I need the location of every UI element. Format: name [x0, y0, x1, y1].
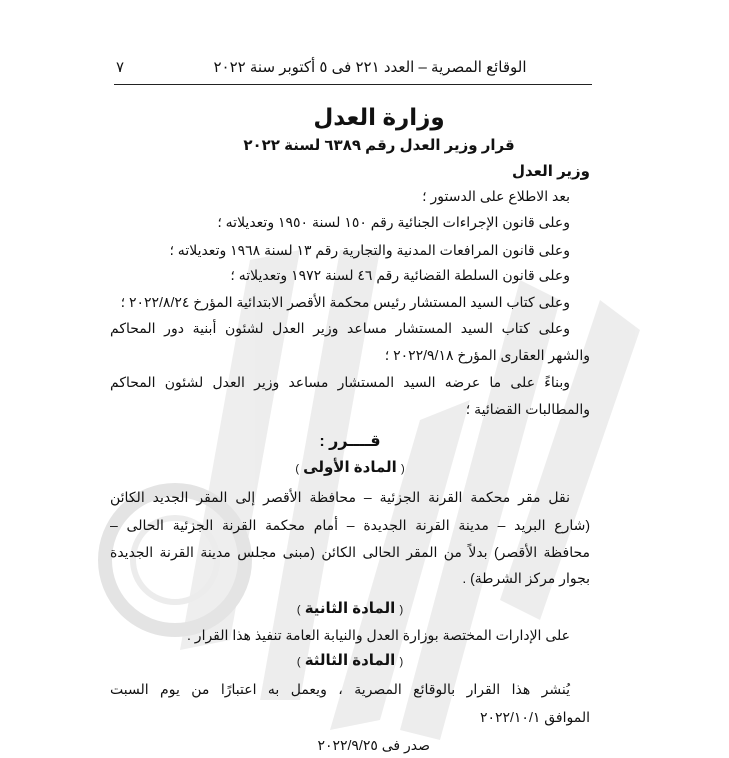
- article-heading-text: المادة الأولى: [303, 459, 397, 476]
- paren: (: [400, 463, 405, 475]
- preamble-line: وعلى كتاب السيد المستشار مساعد وزير العدل لشئون أبنية دور المحاكم: [110, 320, 570, 336]
- paren: ): [296, 656, 301, 668]
- page-number: ٧: [116, 59, 125, 76]
- header-rule: [114, 84, 592, 85]
- decree-title: قرار وزير العدل رقم ٦٣٨٩ لسنة ٢٠٢٢: [243, 137, 515, 154]
- article-2-heading: [110, 599, 590, 620]
- preamble-line: والشهر العقارى المؤرخ ٢٠٢٢/٩/١٨ ؛: [384, 347, 590, 363]
- running-header: الوقائع المصرية – العدد ٢٢١ فى ٥ أكتوبر سنة ٢٠٢٢: [213, 59, 527, 76]
- paren: ): [295, 463, 299, 475]
- preamble-line: بعد الاطلاع على الدستور ؛: [422, 188, 570, 204]
- preamble-line: وعلى قانون الإجراءات الجنائية رقم ١٥٠ لسنة ١٩٥٠ وتعديلاته ؛: [217, 214, 570, 230]
- issuer: وزير العدل: [511, 163, 590, 180]
- preamble-line: والمطالبات القضائية ؛: [465, 401, 590, 417]
- article-3-heading: [110, 651, 590, 672]
- article-1-heading: [110, 458, 590, 479]
- preamble-line: وعلى قانون المرافعات المدنية والتجارية رقم ١٣ لسنة ١٩٦٨ وتعديلاته ؛: [169, 242, 570, 258]
- article-line: الموافق ٢٠٢٢/١٠/١: [479, 709, 590, 725]
- preamble-line: وبناءً على ما عرضه السيد المستشار مساعد وزير العدل لشئون المحاكم: [110, 374, 570, 390]
- paren: (: [399, 656, 404, 668]
- article-heading-text: المادة الثالثة: [304, 652, 396, 669]
- decided-heading: قــــرر :: [319, 433, 381, 450]
- article-line: بجوار مركز الشرطة) .: [462, 570, 590, 586]
- paren: ): [296, 604, 301, 616]
- paren: (: [399, 604, 404, 616]
- article-heading-text: المادة الثانية: [304, 600, 396, 617]
- article-line: على الإدارات المختصة بوزارة العدل والنيابة العامة تنفيذ هذا القرار .: [187, 627, 570, 643]
- preamble-line: وعلى كتاب السيد المستشار رئيس محكمة الأقصر الابتدائية المؤرخ ٢٠٢٢/٨/٢٤ ؛: [120, 294, 570, 310]
- issued-date: صدر فى ٢٠٢٢/٩/٢٥: [317, 737, 430, 753]
- article-line: (شارع البريد – مدينة القرنة الجديدة – أمام محكمة القرنة الجزئية الحالى –: [110, 517, 590, 533]
- article-line: يُنشر هذا القرار بالوقائع المصرية ، ويعمل به اعتبارًا من يوم السبت: [110, 681, 570, 697]
- article-line: نقل مقر محكمة القرنة الجزئية – محافظة الأقصر إلى المقر الجديد الكائن: [110, 489, 570, 505]
- article-line: محافظة الأقصر) بدلاً من المقر الحالى الكائن (مبنى مجلس مدينة القرنة الجديدة: [110, 544, 590, 560]
- preamble-line: وعلى قانون السلطة القضائية رقم ٤٦ لسنة ١٩٧٢ وتعديلاته ؛: [230, 267, 570, 283]
- ministry-title: وزارة العدل: [313, 104, 445, 130]
